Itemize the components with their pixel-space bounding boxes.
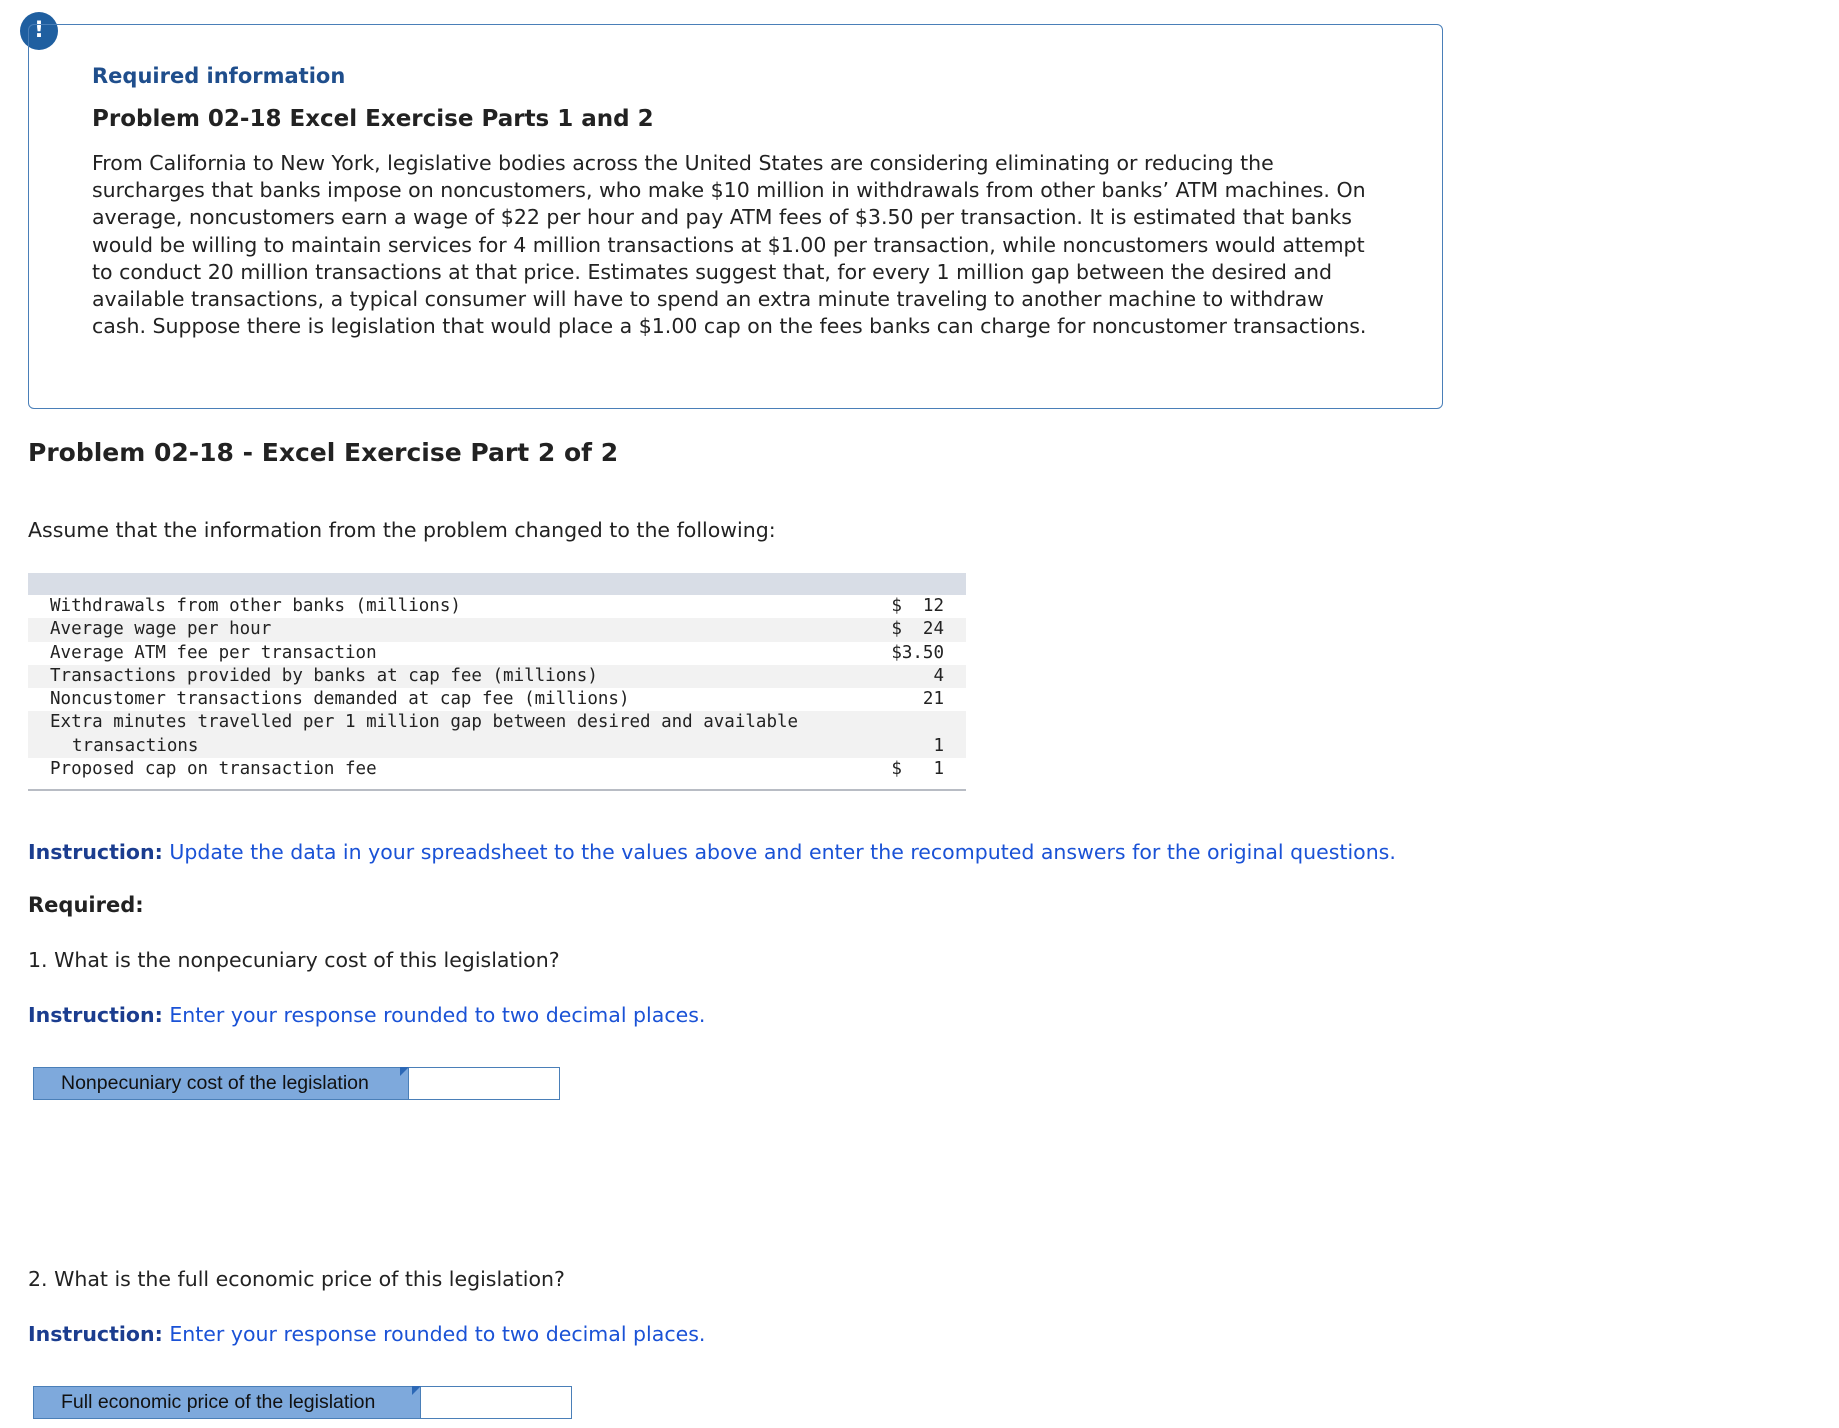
table-footer-rule: [28, 781, 966, 791]
given-data-table: [28, 573, 966, 791]
table-row: [28, 618, 966, 641]
row-label-line2: transactions: [72, 735, 199, 756]
row-label: Transactions provided by banks at cap fee (millions): [50, 665, 598, 686]
instruction-prefix: Instruction:: [28, 1322, 163, 1346]
instruction-prefix: Instruction:: [28, 840, 163, 864]
required-heading: Required:: [28, 893, 144, 917]
instruction-update: [28, 840, 1396, 864]
table-row: [28, 595, 966, 618]
full-economic-price-label: Full economic price of the legislation: [33, 1386, 421, 1419]
table-header-bar: [28, 573, 966, 595]
row-label: Average wage per hour: [50, 619, 272, 640]
row-value: $3.50: [891, 642, 944, 663]
problem-description: From California to New York, legislative bodies across the United States are considering eliminating or reducing the surcharges that banks impose on noncustomers, who make $10 million in withdrawals from other banks’ ATM machines. On average, noncustomers earn a wage of $22 per hour and pay ATM fees of $3.50 per transaction. It is estimated that banks would be willing to maintain services for 4 million transactions at $1.00 per transaction, while noncustomers would attempt to conduct 20 million transactions at that price. Estimates suggest that, for every 1 million gap between the desired and available transactions, a typical consumer will have to spend an extra minute traveling to another machine to withdraw cash. Suppose there is legislation that would place a $1.00 cap on the fees banks can charge for noncustomer transactions.: [92, 151, 1367, 339]
table-row: [28, 665, 966, 688]
nonpecuniary-cost-label: Nonpecuniary cost of the legislation: [33, 1067, 409, 1100]
row-value: 21: [922, 689, 944, 710]
instruction-text: Update the data in your spreadsheet to the values above and enter the recomputed answers for the original questions.: [162, 840, 1396, 864]
required-info-heading: Required information: [92, 64, 346, 88]
row-label: Proposed cap on transaction fee: [50, 759, 377, 780]
assume-text: Assume that the information from the problem changed to the following:: [28, 518, 776, 542]
row-label-line1: Extra minutes travelled per 1 million gap between desired and available: [50, 712, 799, 733]
row-value: 1: [933, 735, 944, 756]
row-label: Noncustomer transactions demanded at cap fee (millions): [50, 689, 630, 710]
row-label: Withdrawals from other banks (millions): [50, 596, 461, 616]
table-row: [28, 688, 966, 711]
answer-row-nonpecuniary: [33, 1067, 560, 1100]
row-value: $ 24: [891, 619, 944, 640]
problem-title: Problem 02-18 Excel Exercise Parts 1 and 2: [92, 106, 654, 132]
part-title: Problem 02-18 - Excel Exercise Part 2 of 2: [28, 438, 619, 467]
table-row: [28, 642, 966, 665]
instruction-prefix: Instruction:: [28, 1003, 163, 1027]
answer-row-full-price: [33, 1386, 572, 1419]
table-row: [28, 711, 966, 758]
row-value: $ 1: [891, 759, 944, 780]
row-label: [50, 711, 870, 758]
table-row: [28, 758, 966, 781]
question-2: 2. What is the full economic price of this legislation?: [28, 1267, 565, 1291]
row-value: $ 12: [891, 596, 944, 616]
instruction-text: Enter your response rounded to two decimal places.: [162, 1003, 706, 1027]
row-label: Average ATM fee per transaction: [50, 642, 377, 663]
row-value: 4: [933, 665, 944, 686]
alert-icon: !: [20, 12, 58, 50]
nonpecuniary-cost-input[interactable]: [409, 1067, 560, 1100]
full-economic-price-input[interactable]: [421, 1386, 572, 1419]
question-1: 1. What is the nonpecuniary cost of this legislation?: [28, 948, 560, 972]
question-1-instruction: [28, 1003, 705, 1027]
question-2-instruction: [28, 1322, 705, 1346]
instruction-text: Enter your response rounded to two decimal places.: [162, 1322, 706, 1346]
